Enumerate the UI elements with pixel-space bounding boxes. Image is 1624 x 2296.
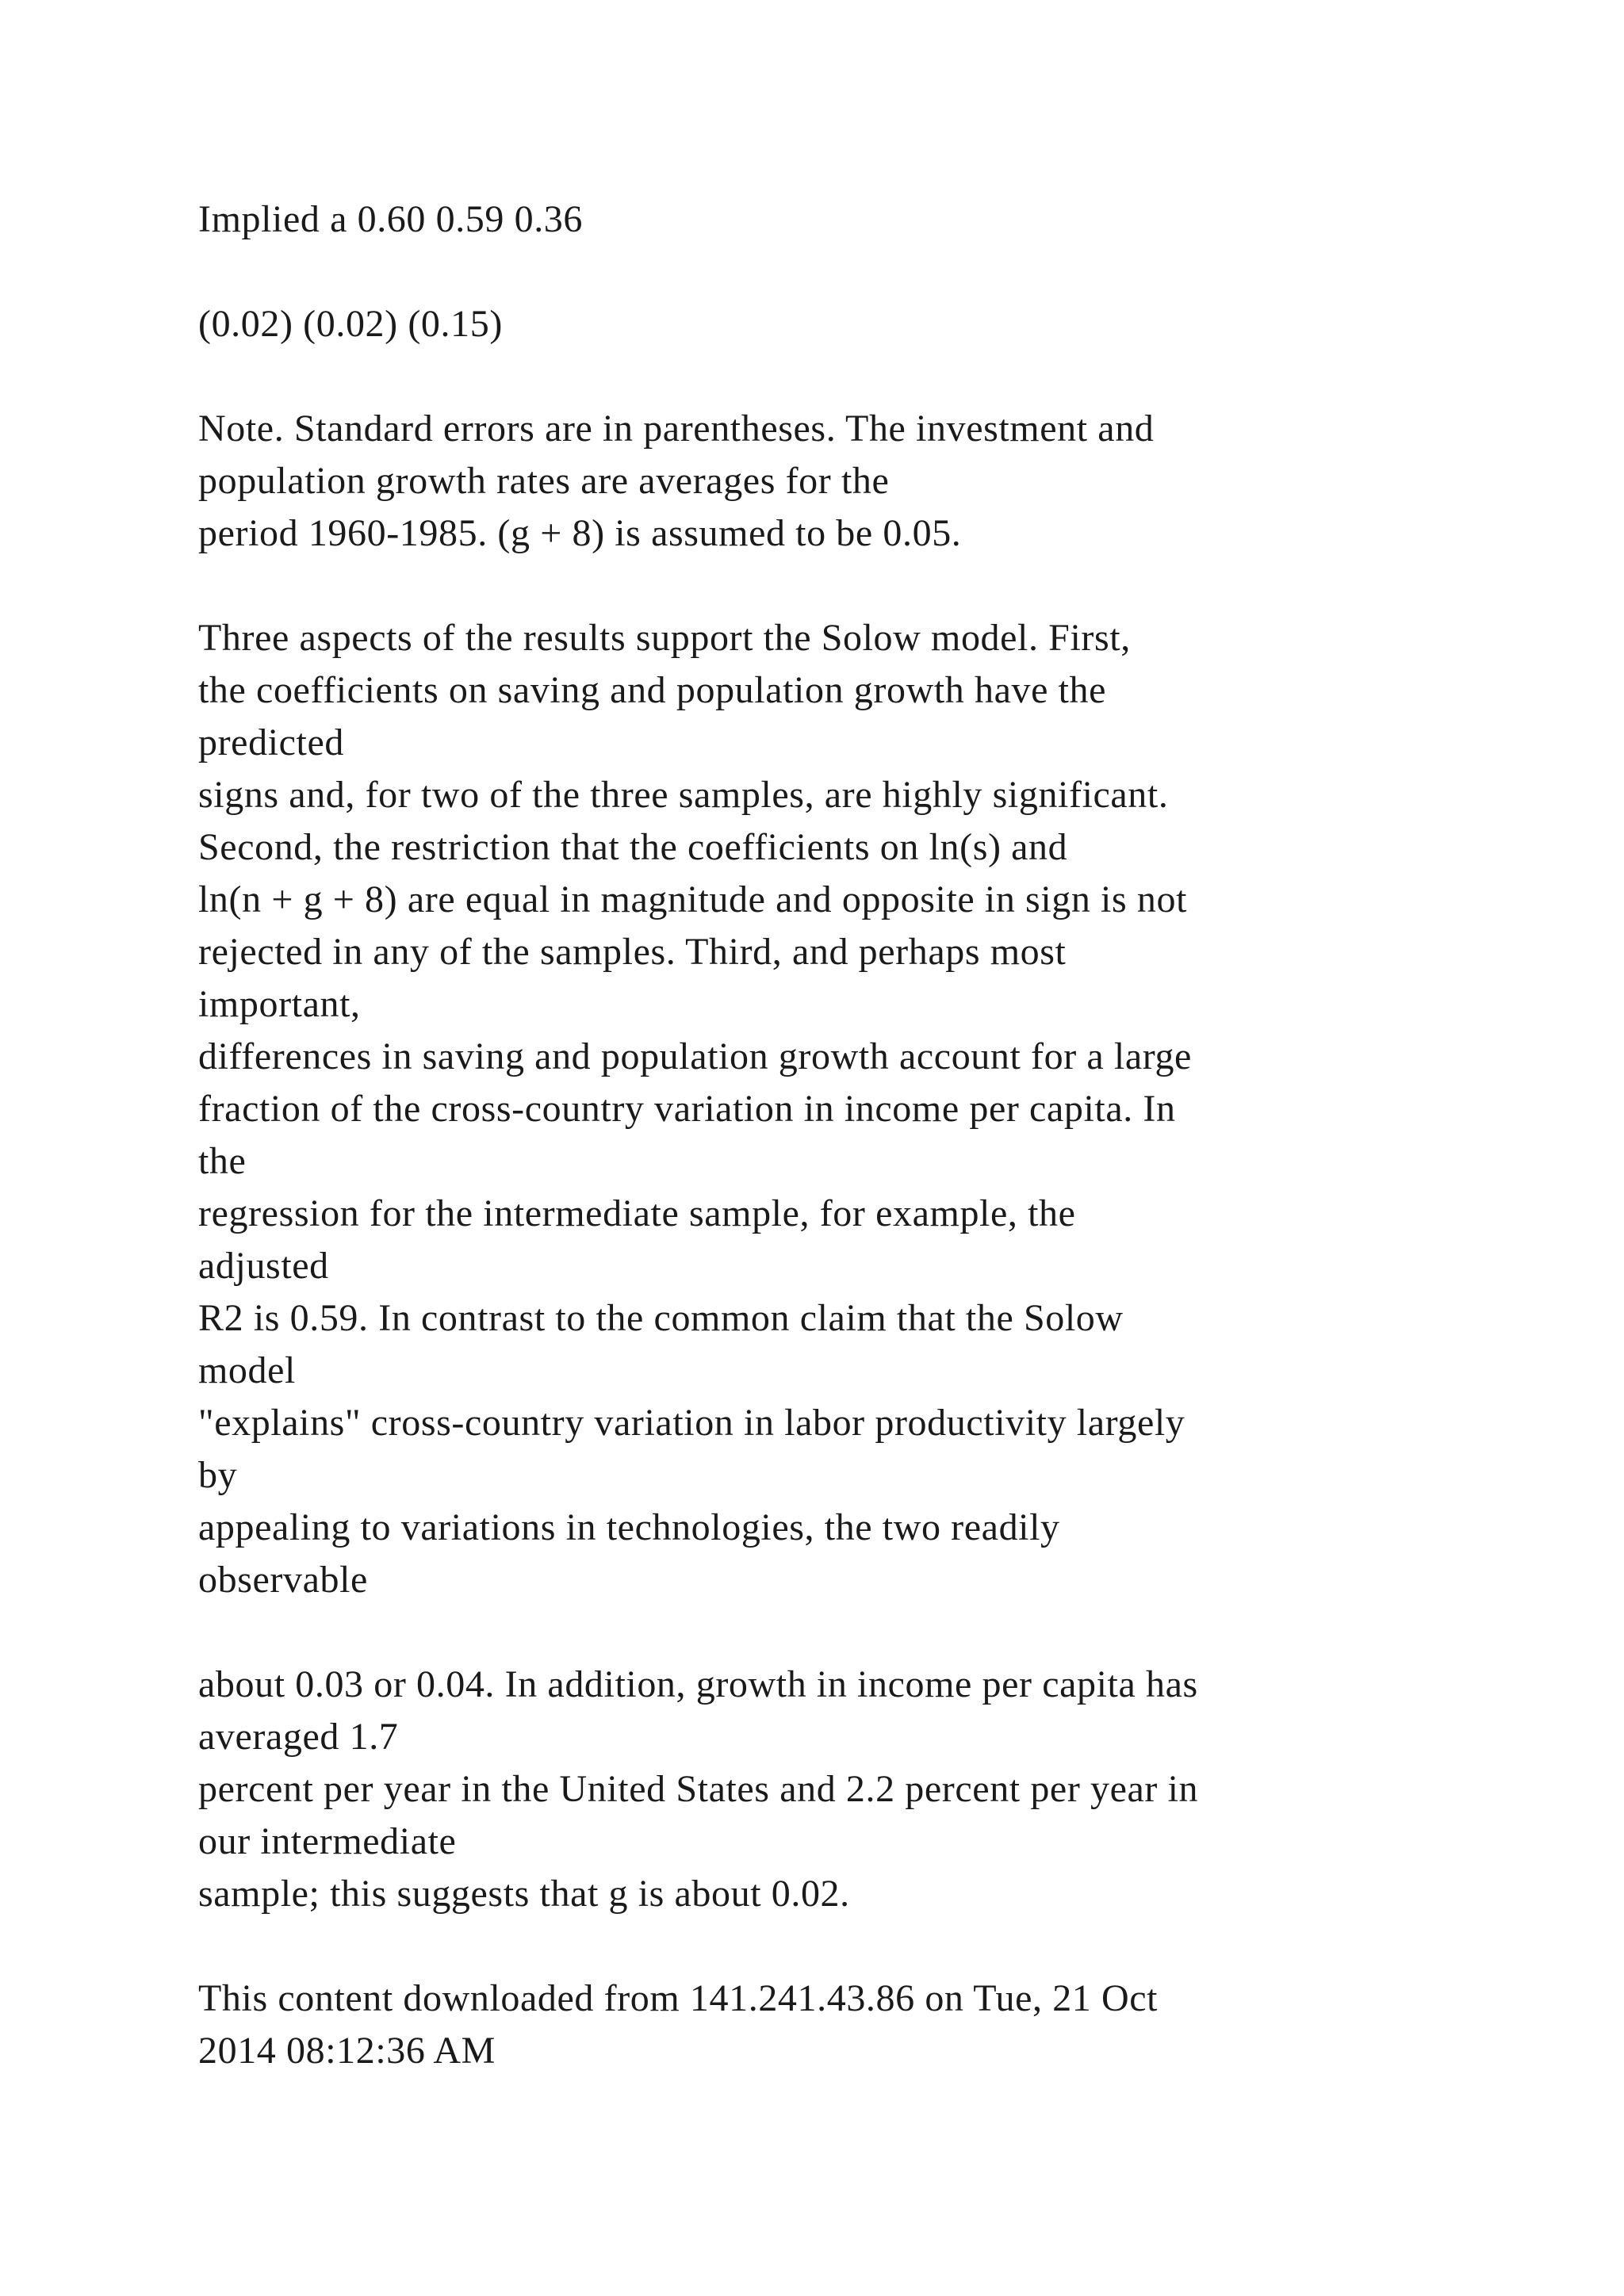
text-line: R2 is 0.59. In contrast to the common claim that the Solow — [198, 1297, 1124, 1339]
text-line: signs and, for two of the three samples, are highly significant. — [198, 774, 1169, 816]
text-line: sample; this suggests that g is about 0.02. — [198, 1873, 850, 1915]
text-line: by — [198, 1454, 238, 1496]
implied-alpha-row — [198, 193, 1499, 246]
text-line: (0.02) (0.02) (0.15) — [198, 303, 503, 345]
text-line: important, — [198, 983, 361, 1025]
document-body — [198, 193, 1499, 2130]
text-line: fraction of the cross-country variation in income per capita. In — [198, 1088, 1176, 1130]
growth-paragraph — [198, 1659, 1499, 1920]
text-line: appealing to variations in technologies, the two readily — [198, 1506, 1060, 1548]
text-line: population growth rates are averages for the — [198, 460, 890, 502]
standard-errors-row — [198, 298, 1499, 350]
text-line: Note. Standard errors are in parentheses. The investment and — [198, 408, 1155, 450]
results-paragraph — [198, 612, 1499, 1606]
text-line: percent per year in the United States and 2.2 percent per year in — [198, 1768, 1199, 1810]
text-line: 2014 08:12:36 AM — [198, 2030, 496, 2072]
text-line: model — [198, 1349, 296, 1391]
download-notice — [198, 1973, 1499, 2077]
text-line: our intermediate — [198, 1820, 457, 1862]
text-line: This content downloaded from 141.241.43.86 on Tue, 21 Oct — [198, 1977, 1159, 2019]
text-line: averaged 1.7 — [198, 1716, 399, 1758]
text-line: about 0.03 or 0.04. In addition, growth in income per capita has — [198, 1663, 1198, 1705]
text-line: Three aspects of the results support the Solow model. First, — [198, 617, 1131, 659]
text-line: predicted — [198, 721, 344, 763]
text-line: the coefficients on saving and population growth have the — [198, 669, 1107, 711]
text-line: "explains" cross-country variation in labor productivity largely — [198, 1402, 1185, 1444]
text-line: observable — [198, 1559, 368, 1601]
text-line: ln(n + g + 8) are equal in magnitude and opposite in sign is not — [198, 878, 1188, 920]
text-line: regression for the intermediate sample, for example, the — [198, 1192, 1076, 1234]
text-line: Second, the restriction that the coefficients on ln(s) and — [198, 826, 1068, 868]
text-line: the — [198, 1140, 247, 1182]
text-line: differences in saving and population growth account for a large — [198, 1035, 1192, 1077]
table-note — [198, 403, 1499, 560]
text-line: rejected in any of the samples. Third, and perhaps most — [198, 931, 1067, 973]
text-line: Implied a 0.60 0.59 0.36 — [198, 198, 584, 240]
text-line: adjusted — [198, 1245, 329, 1287]
text-line: period 1960-1985. (g + 8) is assumed to be 0.05. — [198, 512, 962, 554]
